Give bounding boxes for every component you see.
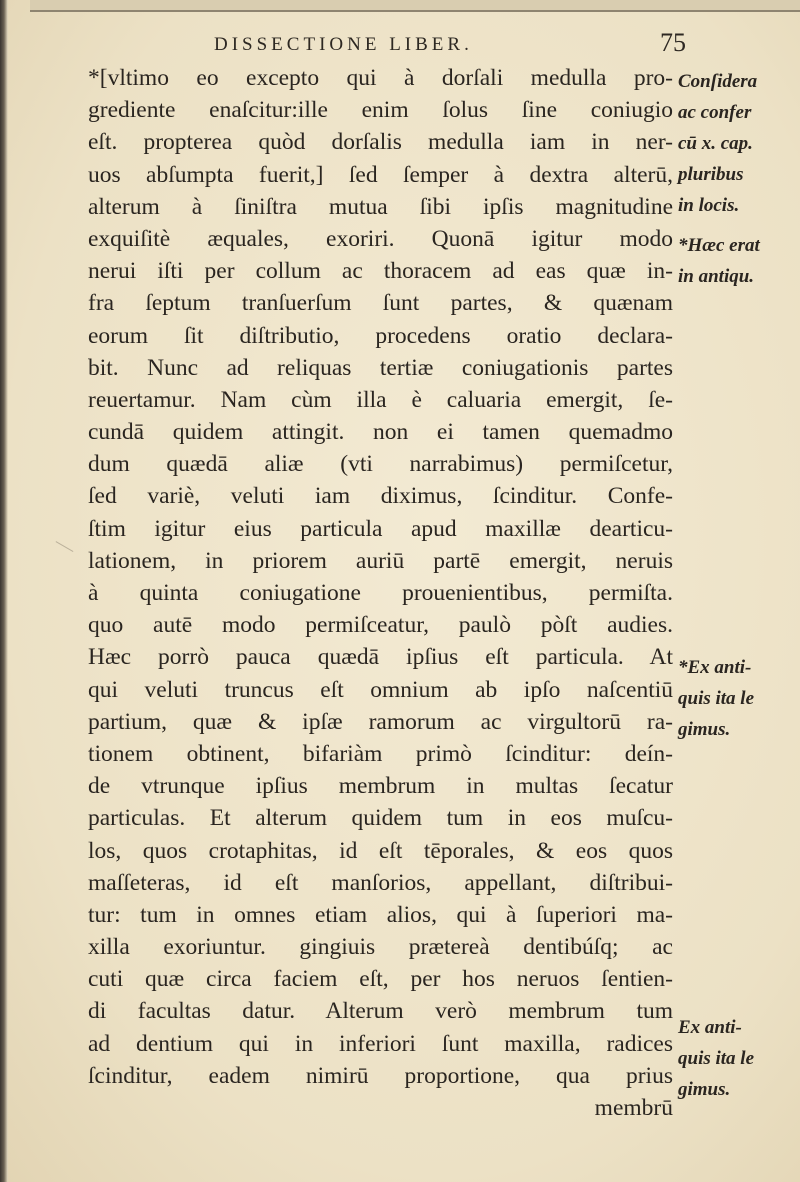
text-line: cundā quidem attingit. non ei tamen quemadmo — [88, 419, 673, 446]
text-line: de vtrunque ipſius membrum in multas ſecatur — [88, 773, 673, 800]
text-line: reuertamur. Nam cùm illa è caluaria emergit, ſe- — [88, 386, 673, 413]
margin-note-line: quis ita le — [678, 1048, 755, 1069]
text-line: ſcinditur, eadem nimirū proportione, qua prius — [88, 1062, 673, 1089]
text-line: di facultas datur. Alterum verò membrum tum — [88, 998, 673, 1025]
running-head: DISSECTIONE LIBER. — [214, 34, 473, 55]
text-line: à quinta coniugatione prouenientibus, permiſta. — [88, 580, 673, 606]
text-line: qui veluti truncus eſt omnium ab ipſo naſcentiū — [88, 676, 673, 703]
text-line: bit. Nunc ad reliquas tertiæ coniugationis partes — [88, 354, 673, 381]
margin-note-line: *Ex anti- — [678, 657, 752, 678]
text-line: uos abſumpta fuerit,] ſed ſemper à dextra alterū, — [88, 161, 673, 188]
margin-note-ex-antiquis-1 — [678, 652, 798, 745]
text-line: cuti quæ circa faciem eſt, per hos neruos ſentien- — [88, 966, 673, 993]
margin-note-line: Conſidera — [678, 71, 758, 92]
text-line: ad dentium qui in inferiori ſunt maxilla, radices — [88, 1030, 673, 1057]
text-line: eorum ſit diſtributio, procedens oratio declara- — [88, 322, 673, 349]
text-line: lationem, in priorem auriū partē emergit, neruis — [88, 547, 673, 574]
text-line: grediente enaſcitur:ille enim ſolus ſine coniugio — [88, 97, 673, 124]
text-line: alterum à ſiniſtra mutua ſibi ipſis magnitudine — [88, 193, 673, 220]
margin-note-line: cū x. cap. — [678, 133, 753, 154]
margin-note-consider — [678, 66, 798, 221]
margin-note-line: in antiqu. — [678, 266, 755, 287]
margin-note-line: in locis. — [678, 195, 740, 216]
text-line: ſtim igitur eius particula apud maxillæ dearticu- — [88, 515, 673, 542]
text-line: Hæc porrò pauca quædā ipſius eſt particula. At — [88, 644, 673, 671]
margin-note-line: ac confer — [678, 102, 752, 123]
text-line: tur: tum in omnes etiam alios, qui à ſuperiori ma- — [88, 901, 673, 928]
text-line: nerui iſti per collum ac thoracem ad eas quæ in- — [88, 258, 673, 285]
text-line: dum quædā aliæ (vti narrabimus) permiſcetur, — [88, 451, 673, 478]
page-number: 75 — [660, 28, 686, 57]
binding-edge — [0, 0, 8, 1182]
margin-note-line: quis ita le — [678, 688, 755, 709]
main-text-block — [88, 62, 673, 1124]
top-edge-rule — [30, 0, 800, 12]
margin-note-line: *Hæc erat — [678, 235, 760, 256]
margin-note-line: gimus. — [678, 1079, 731, 1100]
catchword: membrū — [594, 1095, 673, 1121]
margin-note-antiqu — [678, 230, 798, 292]
margin-note-line: gimus. — [678, 719, 731, 740]
ink-mark — [56, 529, 81, 552]
text-line: quo autē modo permiſceatur, paulò pòſt audies. — [88, 612, 673, 639]
margin-note-ex-antiquis-2 — [678, 1012, 798, 1105]
text-line: *[vltimo eo excepto qui à dorſali medulla pro- — [88, 65, 673, 91]
margin-note-line: Ex anti- — [678, 1017, 742, 1038]
text-line: partium, quæ & ipſæ ramorum ac virgultorū ra- — [88, 708, 673, 735]
text-line: exquiſitè æquales, exoriri. Quonā igitur modo — [88, 225, 673, 252]
margin-note-line: pluribus — [678, 164, 744, 185]
text-line: ſed variè, veluti iam diximus, ſcinditur. Confe- — [88, 483, 673, 510]
text-line: fra ſeptum tranſuerſum ſunt partes, & quænam — [88, 290, 673, 317]
text-line: maſſeteras, id eſt manſorios, appellant, diſtribui- — [88, 869, 673, 896]
text-line: los, quos crotaphitas, id eſt tēporales, & eos quos — [88, 837, 673, 864]
text-line: xilla exoriuntur. gingiuis prætereà dentibúſq; ac — [88, 934, 673, 961]
text-line: tionem obtinent, bifariàm primò ſcinditur: deín- — [88, 740, 673, 767]
text-line: eſt. propterea quòd dorſalis medulla iam in ner- — [88, 129, 673, 156]
text-line: particulas. Et alterum quidem tum in eos muſcu- — [88, 805, 673, 832]
